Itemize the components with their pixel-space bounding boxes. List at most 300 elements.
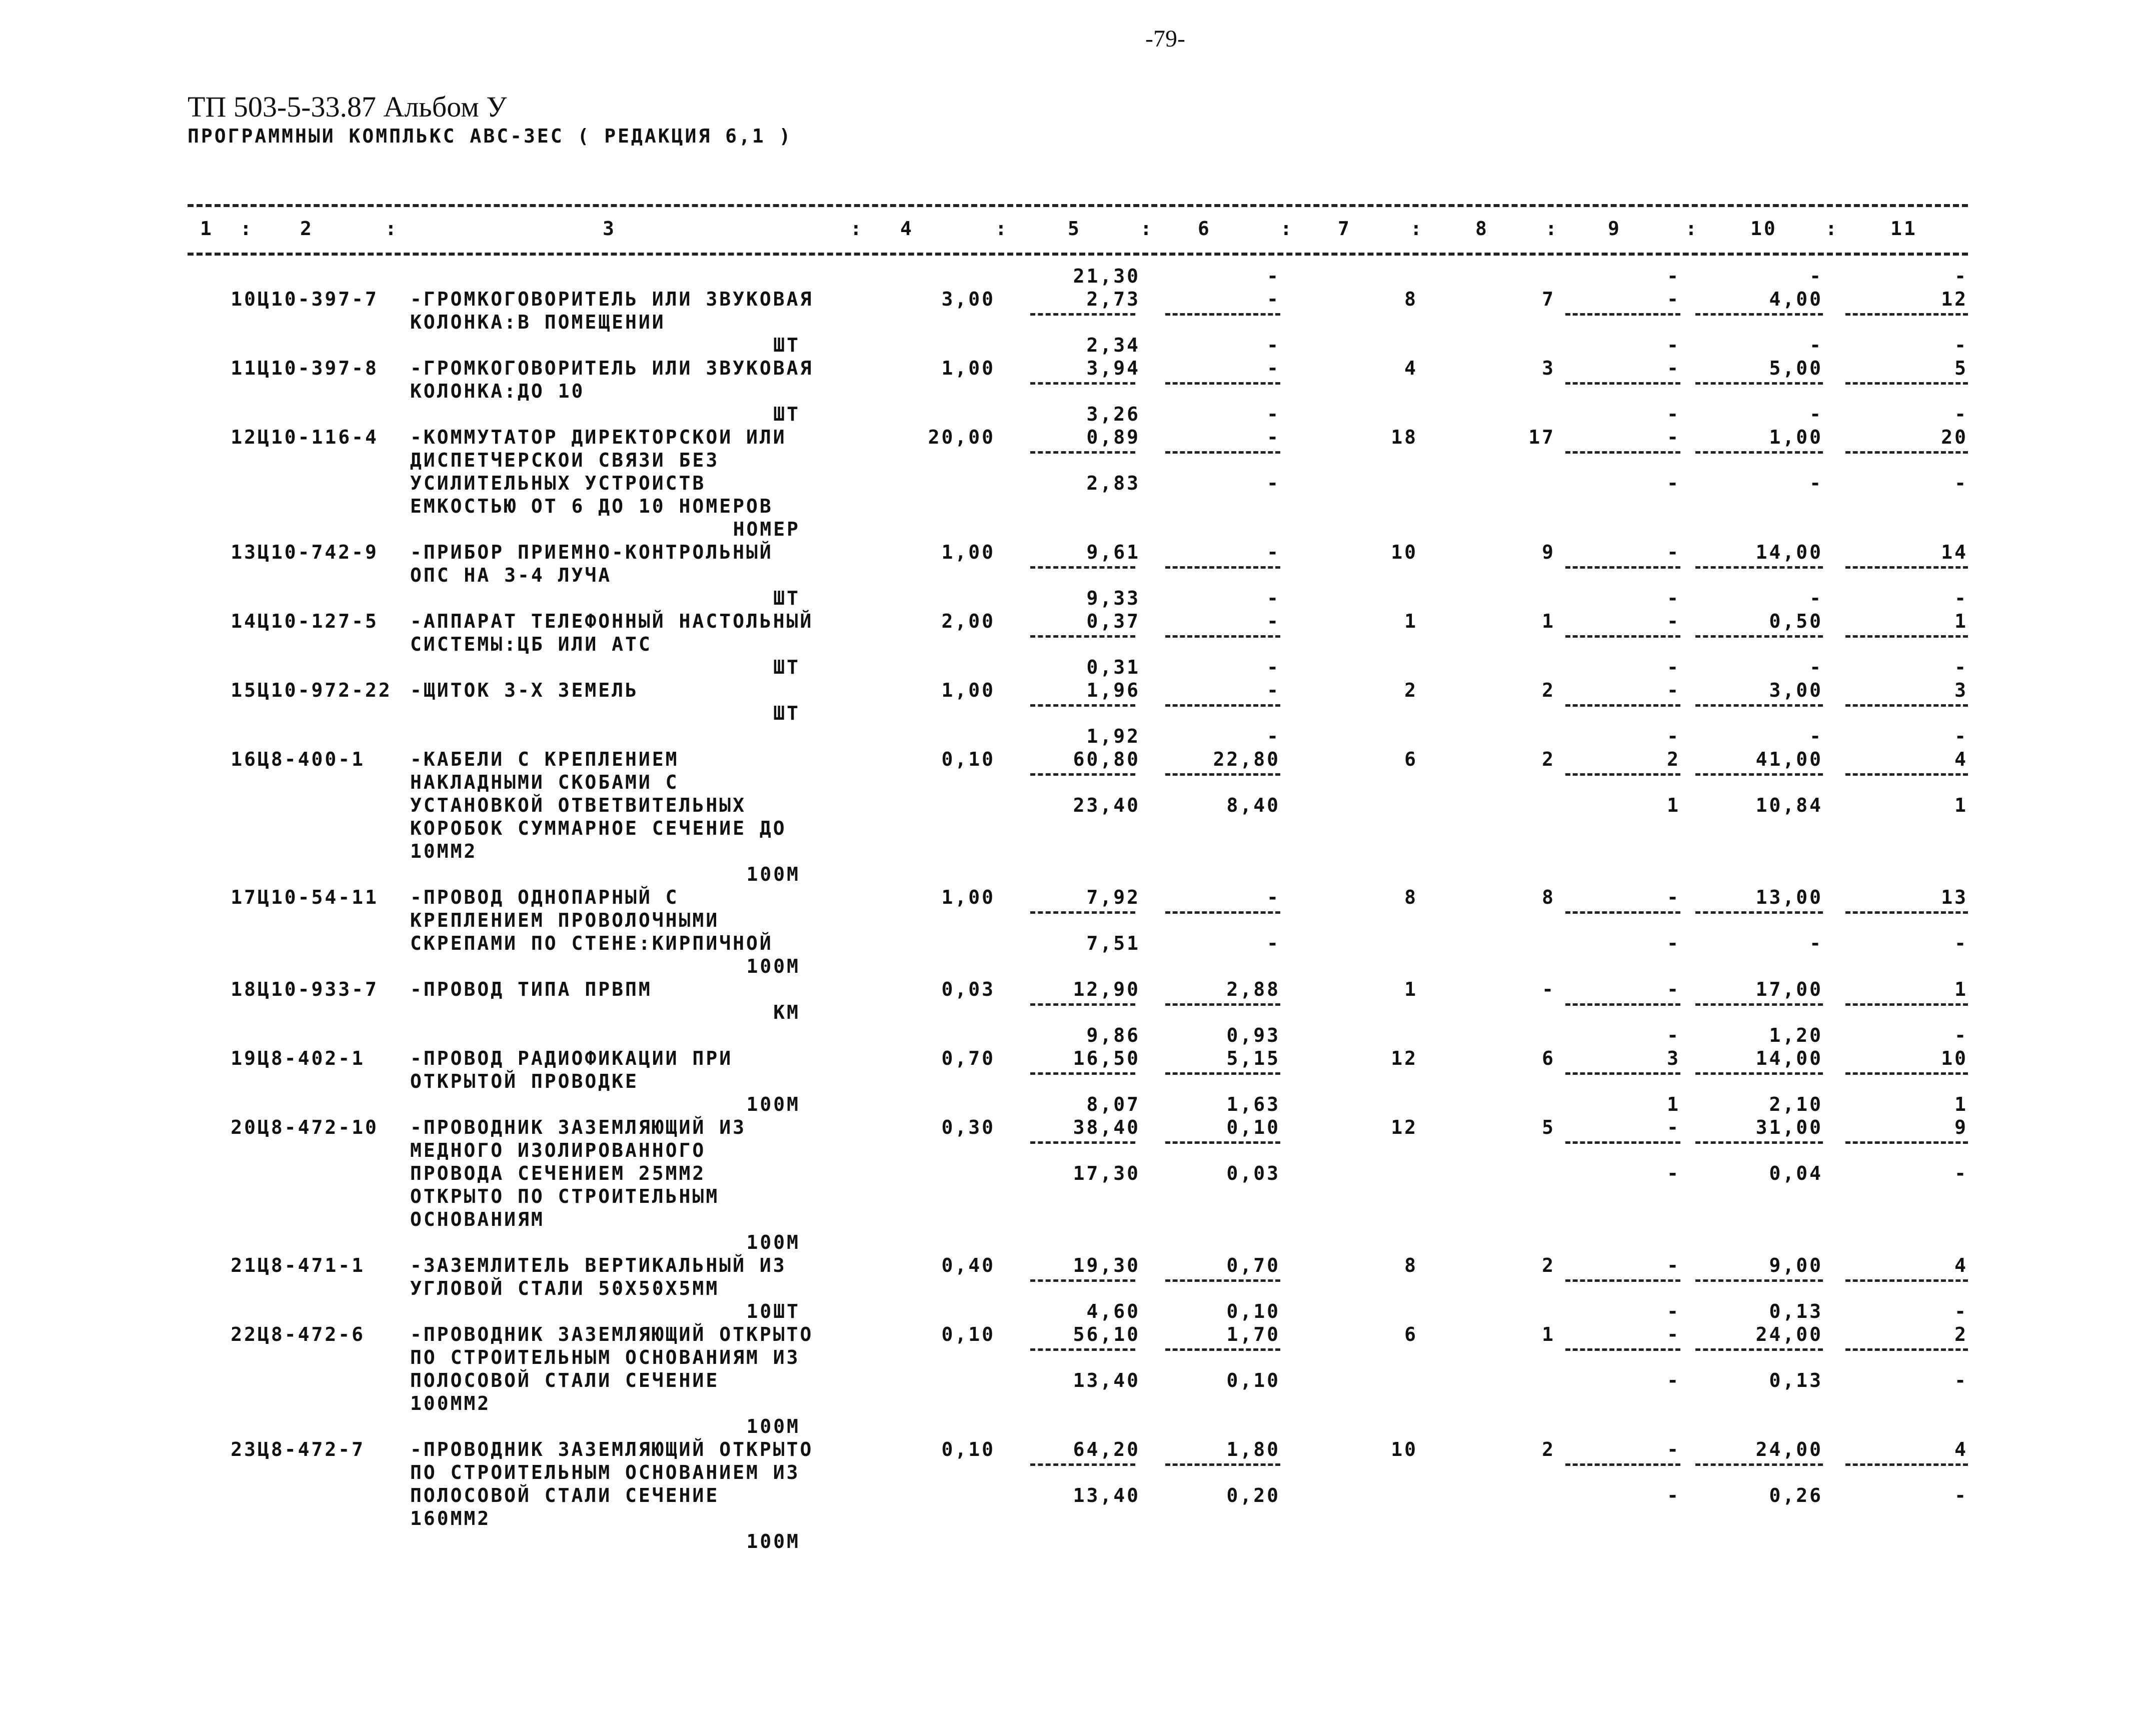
cost-column-11: 14 xyxy=(1941,541,1968,563)
quantity: 0,10 xyxy=(941,748,995,770)
cell-divider xyxy=(1165,1141,1280,1144)
work-description: -ГРОМКОГОВОРИТЕЛЬ ИЛИ ЗВУКОВАЯ xyxy=(410,357,814,379)
work-description: ОСНОВАНИЯМ xyxy=(410,1208,545,1230)
cell-divider xyxy=(1845,1279,1968,1282)
unit-of-measure: 100М xyxy=(746,1093,800,1115)
cost-column-11: 2 xyxy=(1954,1323,1968,1345)
cost-column-6: 5,15 xyxy=(1226,1047,1280,1069)
cost-column-6: - xyxy=(1267,886,1280,908)
cost-column-10: 3,00 xyxy=(1769,679,1823,701)
cost-column-10-sub: - xyxy=(1809,656,1823,678)
cost-column-11: 4 xyxy=(1954,1438,1968,1460)
cost-column-10-sub: 0,13 xyxy=(1769,1369,1823,1391)
top-value-c5: 21,30 xyxy=(1073,265,1140,287)
row-number: 10 xyxy=(231,288,258,310)
cell-divider xyxy=(1695,566,1823,569)
cost-column-7: 8 xyxy=(1404,886,1418,908)
quantity: 1,00 xyxy=(941,541,995,563)
cell-divider xyxy=(1030,566,1135,569)
cost-column-6: 2,88 xyxy=(1226,978,1280,1000)
unit-of-measure: ШТ xyxy=(773,587,800,609)
cell-divider xyxy=(1565,1463,1680,1466)
work-description: ОТКРЫТО ПО СТРОИТЕЛЬНЫМ xyxy=(410,1185,720,1207)
cost-column-9-sub: - xyxy=(1667,932,1680,954)
cost-column-9: - xyxy=(1667,541,1680,563)
cost-column-6: - xyxy=(1267,357,1280,379)
work-description: МЕДНОГО ИЗОЛИРОВАННОГО xyxy=(410,1139,706,1161)
cell-divider xyxy=(1165,566,1280,569)
cell-divider xyxy=(1565,566,1680,569)
cost-column-11: 4 xyxy=(1954,748,1968,770)
cost-column-9: - xyxy=(1667,1323,1680,1345)
rate-code: Ц10-397-7 xyxy=(258,288,379,310)
cost-column-5-sub: 13,40 xyxy=(1073,1484,1140,1506)
cost-column-9: - xyxy=(1667,679,1680,701)
rate-code: Ц10-116-4 xyxy=(258,426,379,448)
work-description: -ЗАЗЕМЛИТЕЛЬ ВЕРТИКАЛЬНЫЙ ИЗ xyxy=(410,1254,787,1276)
column-header-3: 3 xyxy=(603,218,616,240)
album-title: ТП 503-5-33.87 Альбом У xyxy=(188,91,507,123)
cost-column-11: 12 xyxy=(1941,288,1968,310)
quantity: 0,40 xyxy=(941,1254,995,1276)
top-value-c6: - xyxy=(1267,265,1280,287)
work-description: ПОЛОСОВОЙ СТАЛИ СЕЧЕНИЕ xyxy=(410,1484,720,1506)
cost-column-10: 24,00 xyxy=(1755,1323,1823,1345)
work-description: -ПРОВОД РАДИОФИКАЦИИ ПРИ xyxy=(410,1047,733,1069)
cost-column-6: - xyxy=(1267,288,1280,310)
cost-column-11: 20 xyxy=(1941,426,1968,448)
quantity: 1,00 xyxy=(941,886,995,908)
quantity: 0,10 xyxy=(941,1438,995,1460)
cost-column-5: 64,20 xyxy=(1073,1438,1140,1460)
cost-column-10: 24,00 xyxy=(1755,1438,1823,1460)
work-description: -АППАРАТ ТЕЛЕФОННЫЙ НАСТОЛЬНЫЙ xyxy=(410,610,814,632)
cost-column-6-sub: - xyxy=(1267,334,1280,356)
cost-column-5: 38,40 xyxy=(1073,1116,1140,1138)
row-number: 13 xyxy=(231,541,258,563)
cost-column-6: - xyxy=(1267,610,1280,632)
cost-column-11-sub: - xyxy=(1954,1300,1968,1322)
cost-column-11-sub: - xyxy=(1954,1484,1968,1506)
cell-divider xyxy=(1565,911,1680,914)
cost-column-10: 1,00 xyxy=(1769,426,1823,448)
cost-column-9-sub: - xyxy=(1667,403,1680,425)
cell-divider xyxy=(1165,911,1280,914)
cell-divider xyxy=(1165,451,1280,454)
cost-column-9-sub: - xyxy=(1667,1024,1680,1046)
cost-column-8: 1 xyxy=(1542,1323,1555,1345)
cell-divider xyxy=(1165,1463,1280,1466)
cost-column-9-sub: - xyxy=(1667,1300,1680,1322)
cost-column-6-sub: - xyxy=(1267,932,1280,954)
cost-column-8: 5 xyxy=(1542,1116,1555,1138)
work-description: СКРЕПАМИ ПО СТЕНЕ:КИРПИЧНОЙ xyxy=(410,932,773,954)
cost-column-7: 4 xyxy=(1404,357,1418,379)
unit-of-measure: КМ xyxy=(773,1001,800,1023)
cost-column-6: - xyxy=(1267,541,1280,563)
cost-column-7: 1 xyxy=(1404,978,1418,1000)
cost-column-9: - xyxy=(1667,1438,1680,1460)
column-separator: : xyxy=(1685,218,1699,240)
row-number: 17 xyxy=(231,886,258,908)
row-number: 20 xyxy=(231,1116,258,1138)
column-header-11: 11 xyxy=(1890,218,1917,240)
unit-of-measure: 100М xyxy=(746,1415,800,1437)
cost-column-5-sub: 2,83 xyxy=(1086,472,1140,494)
cost-column-10-sub: 0,26 xyxy=(1769,1484,1823,1506)
cost-column-10-sub: - xyxy=(1809,334,1823,356)
quantity: 2,00 xyxy=(941,610,995,632)
work-description: ПО СТРОИТЕЛЬНЫМ ОСНОВАНИЕМ ИЗ xyxy=(410,1461,800,1483)
cell-divider xyxy=(1695,911,1823,914)
cost-column-11-sub: 1 xyxy=(1954,794,1968,816)
work-description: НАКЛАДНЫМИ СКОБАМИ С xyxy=(410,771,679,793)
cell-divider xyxy=(1565,773,1680,776)
cost-column-6: 1,80 xyxy=(1226,1438,1280,1460)
cell-divider xyxy=(1695,451,1823,454)
column-separator: : xyxy=(1140,218,1154,240)
cell-divider xyxy=(1845,313,1968,316)
cost-column-9: - xyxy=(1667,1116,1680,1138)
cost-column-11-sub: - xyxy=(1954,1369,1968,1391)
cost-column-10-sub: 0,13 xyxy=(1769,1300,1823,1322)
cell-divider xyxy=(1165,1279,1280,1282)
cost-column-9: 2 xyxy=(1667,748,1680,770)
work-description: ОТКРЫТОЙ ПРОВОДКЕ xyxy=(410,1070,639,1092)
cost-column-11-sub: - xyxy=(1954,1024,1968,1046)
header-top-rule xyxy=(188,204,1968,207)
cost-column-9: - xyxy=(1667,886,1680,908)
quantity: 0,30 xyxy=(941,1116,995,1138)
cost-column-8: 2 xyxy=(1542,1254,1555,1276)
unit-of-measure: ШТ xyxy=(773,334,800,356)
cost-column-8: - xyxy=(1542,978,1555,1000)
work-description: ДИСПЕТЧЕРСКОИ СВЯЗИ БЕЗ xyxy=(410,449,720,471)
cost-column-11: 5 xyxy=(1954,357,1968,379)
cell-divider xyxy=(1695,1072,1823,1075)
cost-column-8: 3 xyxy=(1542,357,1555,379)
cell-divider xyxy=(1695,704,1823,707)
cell-divider xyxy=(1165,635,1280,638)
column-separator: : xyxy=(1545,218,1559,240)
rate-code: Ц10-742-9 xyxy=(258,541,379,563)
cell-divider xyxy=(1565,1072,1680,1075)
work-description: -ПРОВОДНИК ЗАЗЕМЛЯЮЩИЙ ОТКРЫТО xyxy=(410,1438,814,1460)
cost-column-6-sub: 1,63 xyxy=(1226,1093,1280,1115)
cost-column-11-sub: 1 xyxy=(1954,1093,1968,1115)
top-value-c9: - xyxy=(1667,265,1680,287)
quantity: 1,00 xyxy=(941,357,995,379)
cost-column-5-sub: 3,26 xyxy=(1086,403,1140,425)
cost-column-9: - xyxy=(1667,978,1680,1000)
cell-divider xyxy=(1165,1003,1280,1006)
unit-of-measure: 100М xyxy=(746,863,800,885)
cost-column-10-sub: - xyxy=(1809,725,1823,747)
cell-divider xyxy=(1565,1348,1680,1351)
rate-code: Ц8-472-6 xyxy=(258,1323,366,1345)
cell-divider xyxy=(1165,313,1280,316)
cost-column-5: 19,30 xyxy=(1073,1254,1140,1276)
column-separator: : xyxy=(1280,218,1294,240)
cell-divider xyxy=(1845,635,1968,638)
row-number: 19 xyxy=(231,1047,258,1069)
cost-column-5: 60,80 xyxy=(1073,748,1140,770)
work-description: -ПРОВОДНИК ЗАЗЕМЛЯЮЩИЙ ОТКРЫТО xyxy=(410,1323,814,1345)
cost-column-6-sub: 0,93 xyxy=(1226,1024,1280,1046)
cost-column-11-sub: - xyxy=(1954,334,1968,356)
column-header-2: 2 xyxy=(300,218,314,240)
cost-column-7: 12 xyxy=(1391,1047,1418,1069)
cost-column-5-sub: 4,60 xyxy=(1086,1300,1140,1322)
cost-column-11: 9 xyxy=(1954,1116,1968,1138)
cell-divider xyxy=(1565,382,1680,385)
cost-column-6-sub: 0,03 xyxy=(1226,1162,1280,1184)
cost-column-5-sub: 13,40 xyxy=(1073,1369,1140,1391)
cell-divider xyxy=(1845,1003,1968,1006)
cost-column-8: 8 xyxy=(1542,886,1555,908)
rate-code: Ц10-933-7 xyxy=(258,978,379,1000)
cost-column-9: - xyxy=(1667,288,1680,310)
cell-divider xyxy=(1695,1003,1823,1006)
cost-column-11-sub: - xyxy=(1954,656,1968,678)
cost-column-10-sub: 1,20 xyxy=(1769,1024,1823,1046)
header-bottom-rule xyxy=(188,253,1968,256)
cell-divider xyxy=(1165,1348,1280,1351)
column-separator: : xyxy=(850,218,864,240)
cost-column-7: 10 xyxy=(1391,541,1418,563)
work-description: УСИЛИТЕЛЬНЫХ УСТРОИСТВ xyxy=(410,472,706,494)
cost-column-5-sub: 9,86 xyxy=(1086,1024,1140,1046)
cell-divider xyxy=(1565,451,1680,454)
cell-divider xyxy=(1030,1141,1135,1144)
cost-column-11: 1 xyxy=(1954,978,1968,1000)
cost-column-6: 0,70 xyxy=(1226,1254,1280,1276)
cost-column-10-sub: 0,04 xyxy=(1769,1162,1823,1184)
cell-divider xyxy=(1165,773,1280,776)
cell-divider xyxy=(1030,1003,1135,1006)
top-value-c11: - xyxy=(1954,265,1968,287)
cost-column-9-sub: - xyxy=(1667,1484,1680,1506)
cost-column-8: 9 xyxy=(1542,541,1555,563)
cost-column-11: 4 xyxy=(1954,1254,1968,1276)
work-description: -ПРОВОД ОДНОПАРНЫЙ С xyxy=(410,886,679,908)
rate-code: Ц8-472-10 xyxy=(258,1116,379,1138)
cost-column-9: - xyxy=(1667,1254,1680,1276)
work-description: КОЛОНКА:ДО 10 xyxy=(410,380,585,402)
cost-column-10: 14,00 xyxy=(1755,541,1823,563)
rate-code: Ц8-471-1 xyxy=(258,1254,366,1276)
cell-divider xyxy=(1165,704,1280,707)
cost-column-10-sub: - xyxy=(1809,403,1823,425)
cost-column-6-sub: 0,10 xyxy=(1226,1300,1280,1322)
work-description: СИСТЕМЫ:ЦБ ИЛИ АТС xyxy=(410,633,652,655)
unit-of-measure: 10ШТ xyxy=(746,1300,800,1322)
column-header-6: 6 xyxy=(1198,218,1211,240)
cost-column-10: 0,50 xyxy=(1769,610,1823,632)
work-description: КОРОБОК СУММАРНОЕ СЕЧЕНИЕ ДО xyxy=(410,817,787,839)
cost-column-6: 0,10 xyxy=(1226,1116,1280,1138)
cost-column-9-sub: - xyxy=(1667,725,1680,747)
cost-column-8: 7 xyxy=(1542,288,1555,310)
column-header-8: 8 xyxy=(1475,218,1489,240)
cell-divider xyxy=(1030,773,1135,776)
cost-column-5: 1,96 xyxy=(1086,679,1140,701)
cost-column-11-sub: - xyxy=(1954,587,1968,609)
unit-of-measure: 100М xyxy=(746,1231,800,1253)
cost-column-11: 13 xyxy=(1941,886,1968,908)
cell-divider xyxy=(1030,635,1135,638)
cell-divider xyxy=(1845,704,1968,707)
cost-column-7: 10 xyxy=(1391,1438,1418,1460)
cell-divider xyxy=(1695,1279,1823,1282)
unit-of-measure: ШТ xyxy=(773,656,800,678)
top-value-c10: - xyxy=(1809,265,1823,287)
work-description: -КАБЕЛИ С КРЕПЛЕНИЕМ xyxy=(410,748,679,770)
cost-column-9-sub: 1 xyxy=(1667,794,1680,816)
cell-divider xyxy=(1845,566,1968,569)
page-number: -79- xyxy=(1145,26,1185,52)
unit-of-measure: НОМЕР xyxy=(733,518,800,540)
column-separator: : xyxy=(240,218,254,240)
column-separator: : xyxy=(995,218,1009,240)
work-description: КРЕПЛЕНИЕМ ПРОВОЛОЧНЫМИ xyxy=(410,909,720,931)
cost-column-9: - xyxy=(1667,426,1680,448)
cell-divider xyxy=(1845,1348,1968,1351)
cost-column-6: - xyxy=(1267,679,1280,701)
unit-of-measure: 100М xyxy=(746,1530,800,1552)
cell-divider xyxy=(1565,1003,1680,1006)
cost-column-10: 4,00 xyxy=(1769,288,1823,310)
cell-divider xyxy=(1030,911,1135,914)
quantity: 1,00 xyxy=(941,679,995,701)
cost-column-5-sub: 7,51 xyxy=(1086,932,1140,954)
work-description: -КОММУТАТОР ДИРЕКТОРСКОИ ИЛИ xyxy=(410,426,787,448)
cost-column-5-sub: 0,31 xyxy=(1086,656,1140,678)
cell-divider xyxy=(1030,1348,1135,1351)
cost-column-5: 56,10 xyxy=(1073,1323,1140,1345)
cost-column-7: 6 xyxy=(1404,748,1418,770)
cost-column-5-sub: 1,92 xyxy=(1086,725,1140,747)
work-description: -ПРОВОД ТИПА ПРВПМ xyxy=(410,978,652,1000)
cell-divider xyxy=(1845,1463,1968,1466)
cell-divider xyxy=(1845,1141,1968,1144)
quantity: 0,70 xyxy=(941,1047,995,1069)
cost-column-5-sub: 9,33 xyxy=(1086,587,1140,609)
cell-divider xyxy=(1695,382,1823,385)
cost-column-5-sub: 17,30 xyxy=(1073,1162,1140,1184)
cost-column-8: 2 xyxy=(1542,748,1555,770)
cost-column-6-sub: 0,20 xyxy=(1226,1484,1280,1506)
unit-of-measure: 100М xyxy=(746,955,800,977)
cell-divider xyxy=(1695,773,1823,776)
cost-column-9: 3 xyxy=(1667,1047,1680,1069)
cost-column-10: 31,00 xyxy=(1755,1116,1823,1138)
cost-column-6: 22,80 xyxy=(1213,748,1280,770)
cost-column-11: 1 xyxy=(1954,610,1968,632)
cost-column-8: 6 xyxy=(1542,1047,1555,1069)
column-header-10: 10 xyxy=(1750,218,1777,240)
work-description: ПОЛОСОВОЙ СТАЛИ СЕЧЕНИЕ xyxy=(410,1369,720,1391)
rate-code: Ц8-472-7 xyxy=(258,1438,366,1460)
cost-column-10: 9,00 xyxy=(1769,1254,1823,1276)
cost-column-8: 2 xyxy=(1542,1438,1555,1460)
cost-column-5: 3,94 xyxy=(1086,357,1140,379)
rate-code: Ц10-397-8 xyxy=(258,357,379,379)
cost-column-7: 2 xyxy=(1404,679,1418,701)
unit-of-measure: ШТ xyxy=(773,403,800,425)
rate-code: Ц8-402-1 xyxy=(258,1047,366,1069)
column-header-7: 7 xyxy=(1338,218,1351,240)
cell-divider xyxy=(1565,1141,1680,1144)
work-description: УСТАНОВКОЙ ОТВЕТВИТЕЛЬНЫХ xyxy=(410,794,746,816)
cost-column-11-sub: - xyxy=(1954,725,1968,747)
cell-divider xyxy=(1845,451,1968,454)
row-number: 18 xyxy=(231,978,258,1000)
work-description: ЕМКОСТЬЮ ОТ 6 ДО 10 НОМЕРОВ xyxy=(410,495,773,517)
cost-column-7: 1 xyxy=(1404,610,1418,632)
cost-column-10-sub: 2,10 xyxy=(1769,1093,1823,1115)
work-description: 10ММ2 xyxy=(410,840,478,862)
program-line: ПРОГРАММНЫИ КОМПЛЬКС АВС-3ЕС ( РЕДАКЦИЯ 6,1 ) xyxy=(188,125,793,147)
cost-column-9-sub: - xyxy=(1667,656,1680,678)
cost-column-6-sub: - xyxy=(1267,656,1280,678)
cost-column-5-sub: 2,34 xyxy=(1086,334,1140,356)
cost-column-8: 2 xyxy=(1542,679,1555,701)
cost-column-9-sub: - xyxy=(1667,334,1680,356)
cost-column-11-sub: - xyxy=(1954,472,1968,494)
cost-column-10-sub: - xyxy=(1809,472,1823,494)
cost-column-7: 18 xyxy=(1391,426,1418,448)
cost-column-6-sub: 0,10 xyxy=(1226,1369,1280,1391)
cell-divider xyxy=(1030,1463,1135,1466)
column-header-4: 4 xyxy=(900,218,914,240)
row-number: 14 xyxy=(231,610,258,632)
cell-divider xyxy=(1845,1072,1968,1075)
cell-divider xyxy=(1565,635,1680,638)
cell-divider xyxy=(1030,1072,1135,1075)
cell-divider xyxy=(1695,635,1823,638)
cost-column-10: 5,00 xyxy=(1769,357,1823,379)
cost-column-10: 13,00 xyxy=(1755,886,1823,908)
cost-column-9: - xyxy=(1667,357,1680,379)
cost-column-10-sub: - xyxy=(1809,587,1823,609)
quantity: 0,10 xyxy=(941,1323,995,1345)
cost-column-8: 1 xyxy=(1542,610,1555,632)
cost-column-5: 0,89 xyxy=(1086,426,1140,448)
cost-column-5: 0,37 xyxy=(1086,610,1140,632)
cost-column-7: 8 xyxy=(1404,1254,1418,1276)
cell-divider xyxy=(1695,1141,1823,1144)
cost-column-9-sub: - xyxy=(1667,472,1680,494)
work-description: УГЛОВОЙ СТАЛИ 50Х50Х5ММ xyxy=(410,1277,720,1299)
cost-column-5: 12,90 xyxy=(1073,978,1140,1000)
cell-divider xyxy=(1030,313,1135,316)
row-number: 15 xyxy=(231,679,258,701)
cell-divider xyxy=(1030,382,1135,385)
cost-column-5: 2,73 xyxy=(1086,288,1140,310)
work-description: -ГРОМКОГОВОРИТЕЛЬ ИЛИ ЗВУКОВАЯ xyxy=(410,288,814,310)
cell-divider xyxy=(1030,704,1135,707)
rate-code: Ц10-127-5 xyxy=(258,610,379,632)
cost-column-10: 17,00 xyxy=(1755,978,1823,1000)
row-number: 22 xyxy=(231,1323,258,1345)
row-number: 12 xyxy=(231,426,258,448)
unit-of-measure: ШТ xyxy=(773,702,800,724)
cost-column-5: 16,50 xyxy=(1073,1047,1140,1069)
cost-column-6-sub: 8,40 xyxy=(1226,794,1280,816)
cost-column-9-sub: 1 xyxy=(1667,1093,1680,1115)
column-header-5: 5 xyxy=(1068,218,1081,240)
